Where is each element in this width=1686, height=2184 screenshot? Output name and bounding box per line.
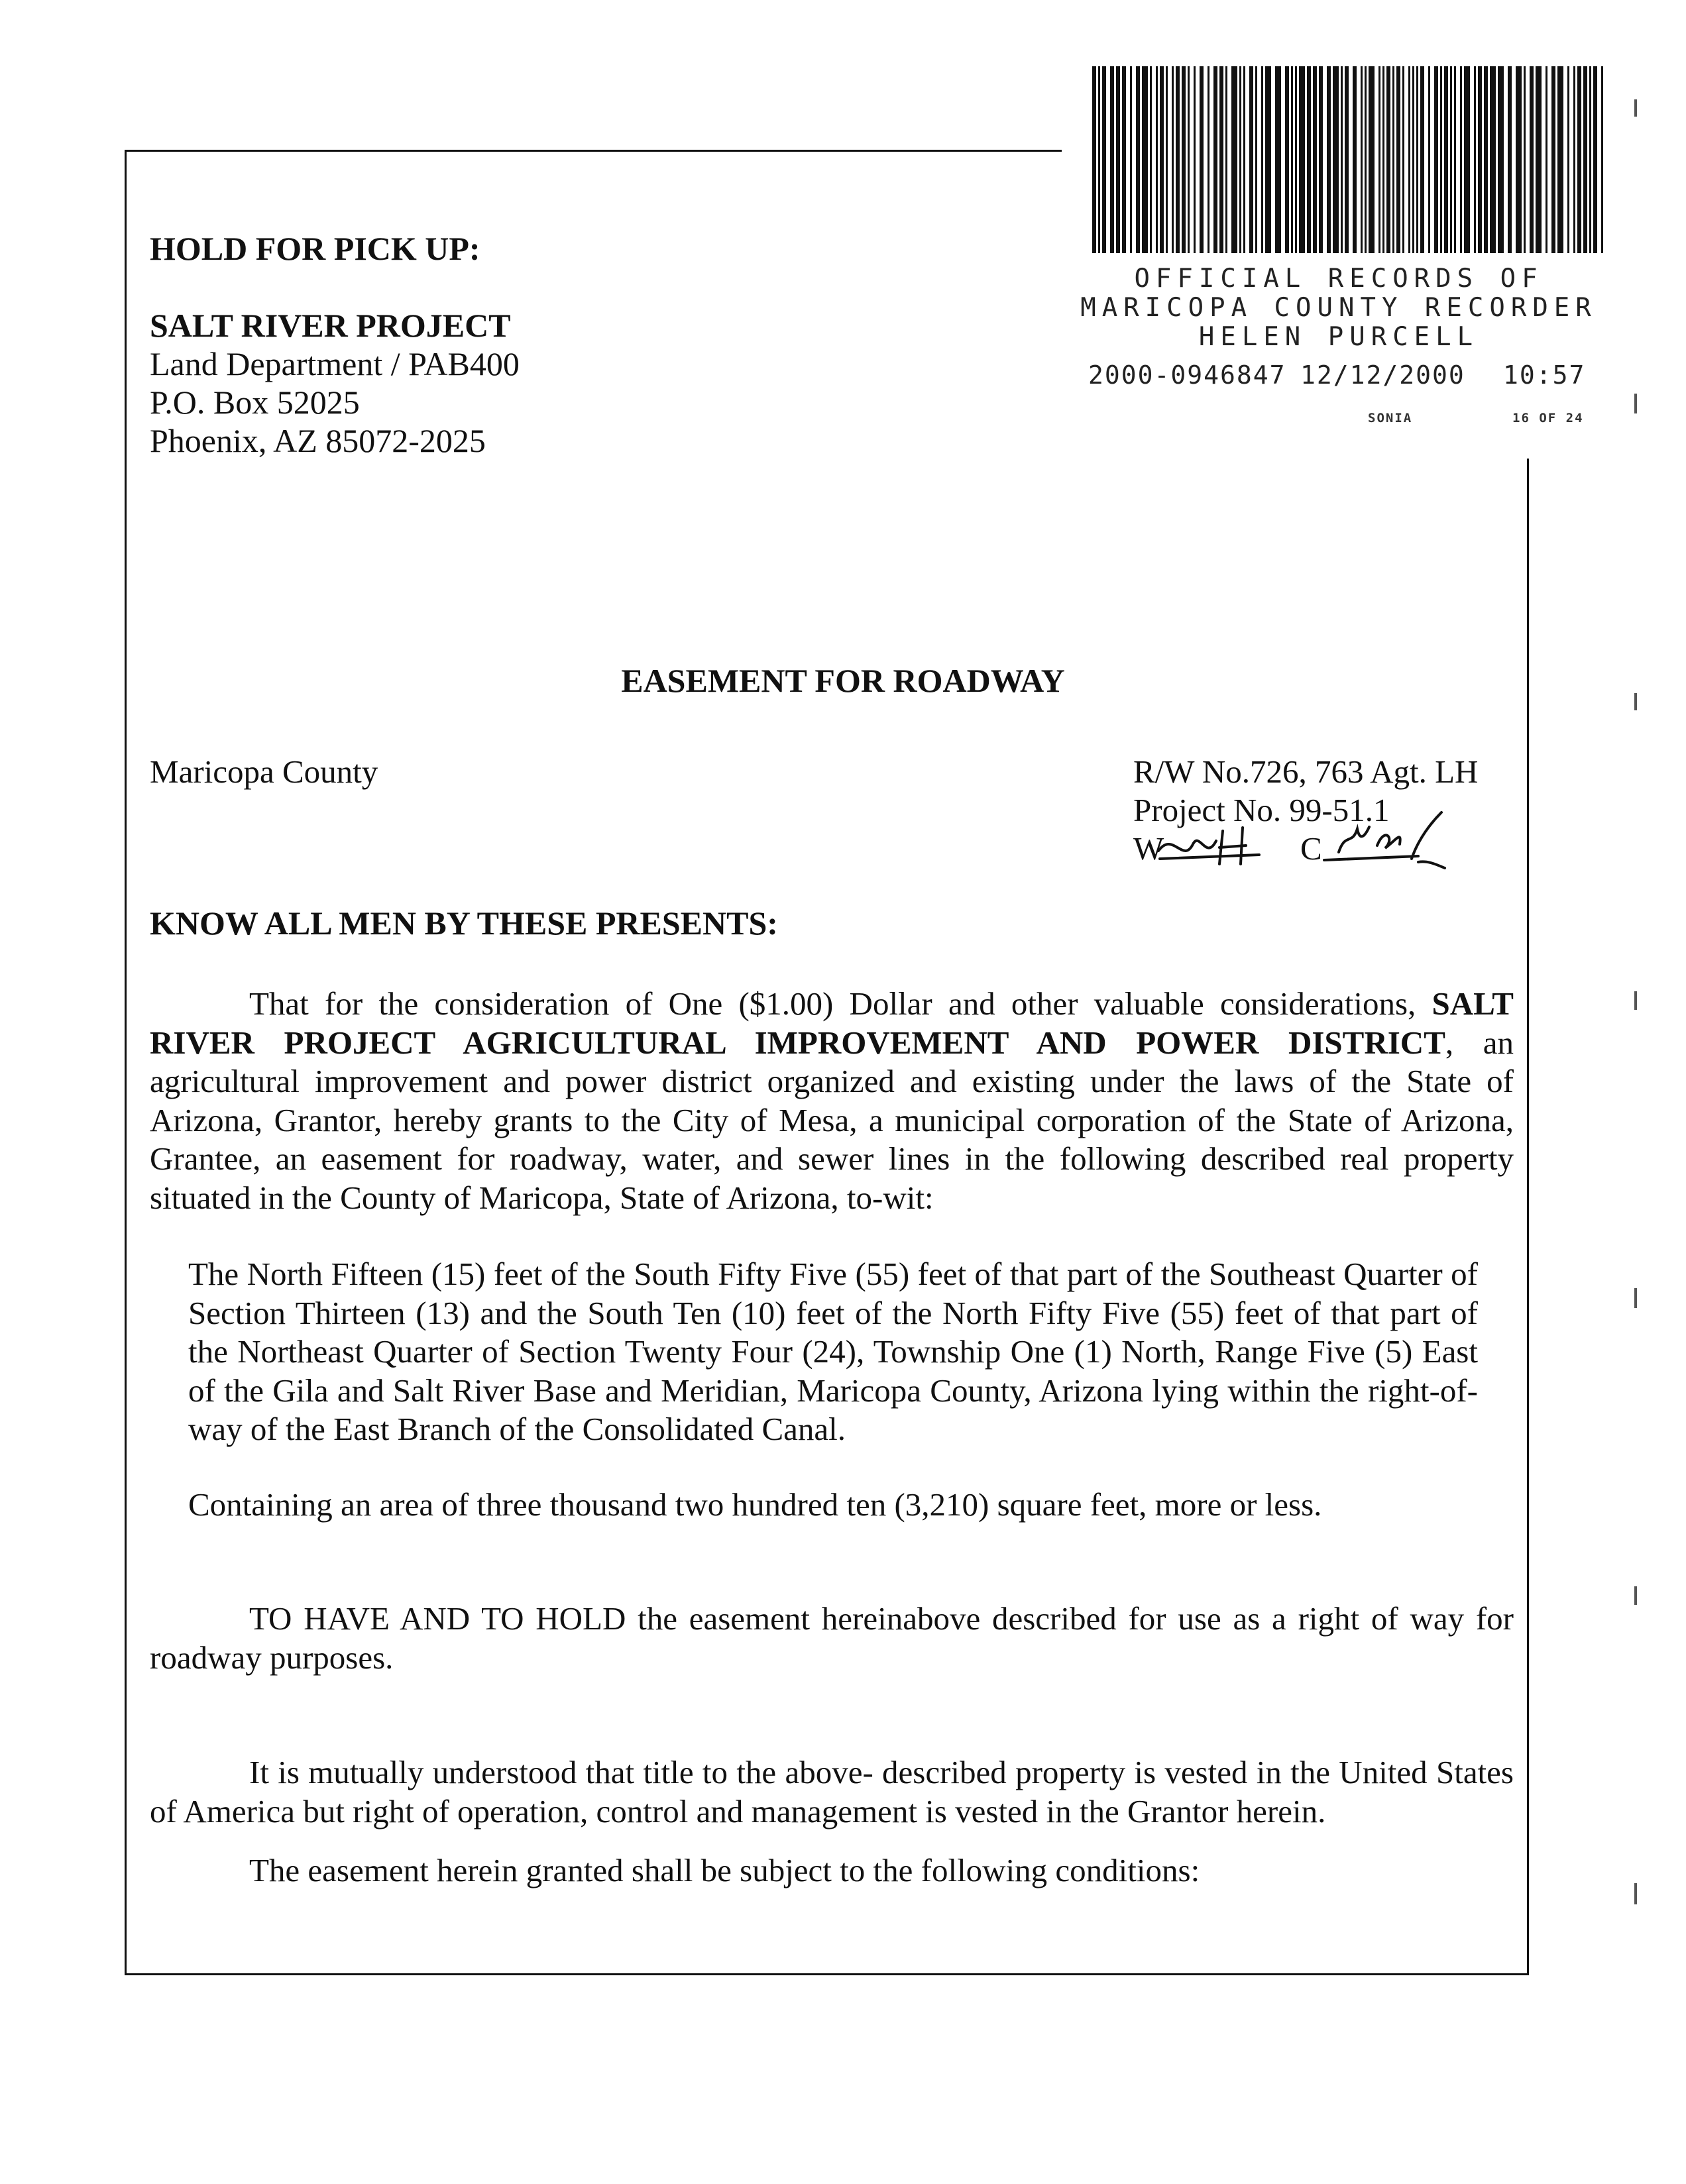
barcode-bar	[1313, 66, 1317, 253]
hold-address-line-1: Land Department / PAB400	[150, 345, 520, 382]
barcode-bar	[1275, 66, 1281, 253]
recording-page-count: 16 OF 24	[1512, 411, 1584, 425]
barcode-bar	[1156, 66, 1158, 253]
barcode-bar	[1213, 66, 1217, 253]
barcode-bar	[1428, 66, 1430, 253]
barcode-bar	[1524, 66, 1526, 253]
barcode-bar	[1551, 66, 1555, 253]
scan-mark	[1634, 1288, 1637, 1308]
barcode-bar	[1444, 66, 1448, 253]
barcode-bar	[1402, 66, 1404, 253]
hold-address-line-2: P.O. Box 52025	[150, 384, 360, 421]
barcode-bar	[1490, 66, 1496, 253]
barcode-bar	[1319, 66, 1323, 253]
barcode-bar	[1498, 66, 1504, 253]
barcode-bar	[1130, 66, 1132, 253]
recording-clerk: SONIA	[1368, 411, 1413, 425]
barcode-bar	[1194, 66, 1196, 253]
to-have-paragraph: TO HAVE AND TO HOLD the easement hereinabove described for use as a right of way for roadway purposes.	[150, 1600, 1514, 1676]
barcode-bar	[1285, 66, 1289, 253]
recorder-line-2: MARICOPA COUNTY RECORDER	[1080, 293, 1597, 323]
county-label: Maricopa County	[150, 753, 378, 790]
legal-description: The North Fifteen (15) feet of the South Fifty Five (55) feet of that part of the Southeast Quarter of Section Thirteen (13) and the South Ten (10) feet of the North Fifty Five (55) feet of that part of the Northeast Quarter of Section Twenty Four (24), Township One (1) North, Range Five (5) East of the Gila and Salt River Base and Meridian, Maricopa County, Arizona lying within the right-of-way of the East Branch of the Consolidated Canal.	[188, 1256, 1478, 1447]
barcode-bar	[1593, 66, 1597, 253]
grant-text-before: That for the consideration of One ($1.00) Dollar and other valuable considerations,	[249, 985, 1432, 1022]
barcode-bar	[1396, 66, 1400, 253]
title-vesting-paragraph: It is mutually understood that title to the above- described property is vested in the United States of America but right of operation, control and management is vested in the Grantor herein.	[150, 1754, 1514, 1829]
barcode-bar	[1295, 66, 1297, 253]
hold-address-line-3: Phoenix, AZ 85072-2025	[150, 422, 486, 459]
barcode-bar	[1365, 66, 1367, 253]
barcode-bar	[1601, 66, 1603, 253]
grantor-name: SALT RIVER PROJECT AGRICULTURAL IMPROVEMENT AND POWER DISTRICT	[150, 985, 1514, 1061]
barcode-bar	[1353, 66, 1357, 253]
barcode-bar	[1378, 66, 1380, 253]
barcode-bar	[1361, 66, 1363, 253]
area-statement: Containing an area of three thousand two hundred ten (3,210) square feet, more or less.	[188, 1486, 1322, 1523]
recorder-line-3: HELEN PURCELL	[1198, 322, 1479, 352]
barcode-bar	[1464, 66, 1470, 253]
barcode-bar	[1219, 66, 1223, 253]
know-all-heading: KNOW ALL MEN BY THESE PRESENTS:	[150, 904, 778, 942]
grant-text-after: , an agricultural improvement and power district organized and existing under the laws of the State of Arizona, Grantor, hereby grants to the City of Mesa, a municipal corporation of the State of Arizona, Grantee, an easement for roadway, water, and sewer lines in the following described real property situated in the County of Maricopa, State of Arizona, to-wit:	[150, 1024, 1514, 1216]
conditions-intro: The easement herein granted shall be subject to the following conditions:	[249, 1852, 1200, 1888]
handwritten-initials-c	[1319, 799, 1451, 879]
scan-mark	[1634, 693, 1637, 710]
recording-date: 12/12/2000	[1300, 360, 1465, 390]
grant-paragraph	[150, 985, 1514, 1217]
initials-c-label: C	[1300, 830, 1322, 867]
scan-mark	[1634, 99, 1637, 117]
frame-bottom-line	[125, 1973, 1529, 1975]
scan-mark	[1634, 1586, 1637, 1605]
barcode-bar	[1567, 66, 1569, 253]
barcode-bar	[1392, 66, 1394, 253]
barcode-bar	[1369, 66, 1375, 253]
recording-barcode	[1092, 66, 1604, 253]
rw-number: R/W No.726, 763 Agt. LH	[1133, 753, 1479, 790]
barcode-bar	[1341, 66, 1343, 253]
barcode-bar	[1255, 66, 1257, 253]
barcode-bar	[1382, 66, 1384, 253]
recorder-line-1: OFFICIAL RECORDS OF	[1134, 264, 1544, 294]
frame-top-line	[125, 150, 1062, 152]
barcode-bar	[1231, 66, 1237, 253]
barcode-bar	[1386, 66, 1390, 253]
barcode-bar	[1454, 66, 1456, 253]
barcode-bar	[1416, 66, 1418, 253]
barcode-bar	[1249, 66, 1253, 253]
barcode-bar	[1478, 66, 1482, 253]
barcode-bar	[1508, 66, 1512, 253]
recording-document-number: 2000-0946847	[1088, 360, 1286, 390]
barcode-bar	[1243, 66, 1245, 253]
barcode-bar	[1412, 66, 1414, 253]
barcode-bar	[1440, 66, 1442, 253]
barcode-bar	[1110, 66, 1114, 253]
barcode-bar	[1291, 66, 1293, 253]
barcode-bar	[1136, 66, 1140, 253]
barcode-bar	[1589, 66, 1591, 253]
recording-time: 10:57	[1503, 360, 1586, 390]
scan-mark	[1634, 991, 1637, 1010]
barcode-bar	[1142, 66, 1148, 253]
barcode-bar	[1299, 66, 1305, 253]
barcode-bar	[1261, 66, 1263, 253]
barcode-bar	[1434, 66, 1438, 253]
barcode-bar	[1327, 66, 1331, 253]
barcode-bar	[1546, 66, 1547, 253]
initials-w-label: W	[1133, 830, 1164, 867]
barcode-bar	[1150, 66, 1152, 253]
barcode-bar	[1536, 66, 1542, 253]
barcode-bar	[1573, 66, 1575, 253]
barcode-bar	[1116, 66, 1120, 253]
barcode-bar	[1098, 66, 1100, 253]
barcode-bar	[1530, 66, 1534, 253]
scan-mark	[1634, 1883, 1637, 1904]
barcode-bar	[1265, 66, 1271, 253]
barcode-bar	[1408, 66, 1410, 253]
barcode-bar	[1345, 66, 1349, 253]
barcode-bar	[1166, 66, 1168, 253]
barcode-bar	[1577, 66, 1581, 253]
barcode-bar	[1160, 66, 1164, 253]
barcode-bar	[1092, 66, 1096, 253]
hold-heading: HOLD FOR PICK UP:	[150, 230, 480, 267]
barcode-bar	[1122, 66, 1126, 253]
barcode-bar	[1450, 66, 1452, 253]
hold-org-name: SALT RIVER PROJECT	[150, 307, 511, 344]
barcode-bar	[1307, 66, 1311, 253]
barcode-bar	[1516, 66, 1522, 253]
barcode-bar	[1172, 66, 1174, 253]
barcode-bar	[1188, 66, 1190, 253]
handwritten-initials-w	[1153, 818, 1266, 877]
barcode-bar	[1225, 66, 1227, 253]
scan-mark	[1634, 394, 1637, 413]
barcode-bar	[1460, 66, 1462, 253]
barcode-bar	[1484, 66, 1488, 253]
barcode-bar	[1102, 66, 1106, 253]
barcode-bar	[1420, 66, 1424, 253]
project-number: Project No. 99-51.1	[1133, 792, 1390, 828]
barcode-bar	[1239, 66, 1241, 253]
barcode-bar	[1474, 66, 1476, 253]
frame-left-line	[125, 150, 127, 1975]
barcode-bar	[1557, 66, 1563, 253]
barcode-bar	[1208, 66, 1209, 253]
barcode-bar	[1182, 66, 1186, 253]
barcode-bar	[1176, 66, 1180, 253]
document-title: EASEMENT FOR ROADWAY	[621, 662, 1065, 699]
barcode-bar	[1583, 66, 1587, 253]
barcode-bar	[1333, 66, 1339, 253]
barcode-bar	[1200, 66, 1204, 253]
